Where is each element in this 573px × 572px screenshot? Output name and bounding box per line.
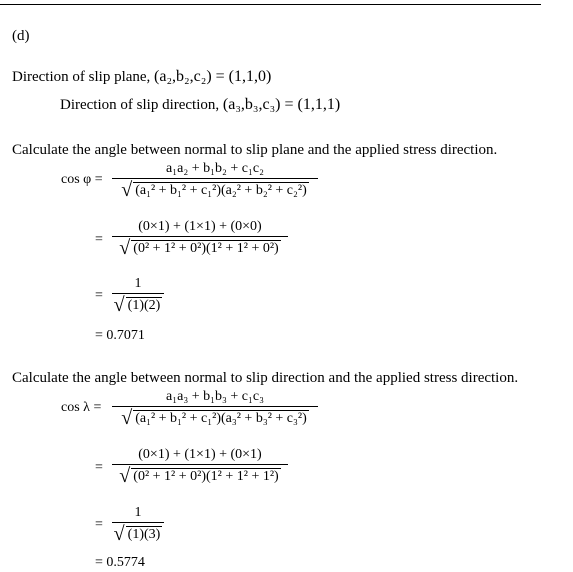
section2-step2-denominator: √ (0² + 1² + 0²)(1² + 1² + 1²) — [119, 465, 279, 487]
section2-step1-denominator: √ (a₁² + b₁² + c₁²)(a₃² + b₃² + c₃²) — [121, 407, 307, 429]
sqrt-sign: √ — [121, 407, 133, 429]
section1-step3-numerator: 1 — [134, 276, 142, 291]
section2-step2-numerator: (0×1) + (1×1) + (0×1) — [138, 447, 262, 462]
sqrt-sign: √ — [119, 237, 131, 259]
sqrt-sign: √ — [113, 294, 125, 316]
fraction-bar — [112, 236, 288, 237]
fraction-bar — [112, 406, 318, 407]
section1-eq1: = — [95, 232, 103, 247]
cos-lambda-lhs: cos λ = — [61, 400, 102, 415]
section1-step2-fraction — [112, 219, 288, 257]
section2-step3-denominator: √ (1)(3) — [113, 523, 161, 545]
section1-step3-fraction — [112, 276, 164, 314]
section2-step3-numerator: 1 — [134, 505, 142, 520]
slip-plane-vector: (a₂,b₂,c₂) = (1,1,0) — [154, 68, 272, 85]
section1-eq2: = — [95, 288, 103, 303]
section1-step2-denominator: √ (0² + 1² + 0²)(1² + 1² + 0²) — [119, 237, 279, 259]
slip-direction-vector: (a₃,b₃,c₃) = (1,1,1) — [222, 96, 341, 113]
sqrt-sign: √ — [121, 179, 133, 201]
section2-step1-fraction — [112, 389, 318, 427]
section2-eq2: = — [95, 517, 103, 532]
section1-step1-fraction — [112, 161, 318, 199]
section2-step3-fraction — [112, 505, 164, 543]
slip-plane-label: Direction of slip plane, — [12, 69, 151, 85]
part-label: (d) — [12, 28, 30, 44]
slip-direction-line — [60, 96, 340, 114]
top-rule — [0, 4, 541, 5]
section2-step1-numerator: a₁a₃ + b₁b₃ + c₁c₃ — [166, 389, 264, 404]
sqrt-sign: √ — [119, 465, 131, 487]
section2-step2-fraction — [112, 447, 288, 485]
slip-direction-label: Direction of slip direction, — [60, 97, 220, 113]
section1-step3-denominator: √ (1)(2) — [113, 294, 161, 316]
section2-heading: Calculate the angle between normal to slip direction and the applied stress direction. — [12, 370, 519, 386]
cos-phi-lhs: cos φ = — [61, 172, 103, 187]
section1-heading: Calculate the angle between normal to slip plane and the applied stress direction. — [12, 142, 498, 158]
slip-plane-line — [12, 68, 271, 86]
section1-result: = 0.7071 — [95, 328, 145, 343]
fraction-bar — [112, 178, 318, 179]
section1-step1-denominator: √ (a₁² + b₁² + c₁²)(a₂² + b₂² + c₂²) — [121, 179, 307, 201]
sqrt-sign: √ — [113, 523, 125, 545]
section2-eq1: = — [95, 460, 103, 475]
fraction-bar — [112, 464, 288, 465]
section1-step1-numerator: a₁a₂ + b₁b₂ + c₁c₂ — [166, 161, 264, 176]
section2-result: = 0.5774 — [95, 555, 145, 570]
section1-step2-numerator: (0×1) + (1×1) + (0×0) — [138, 219, 262, 234]
